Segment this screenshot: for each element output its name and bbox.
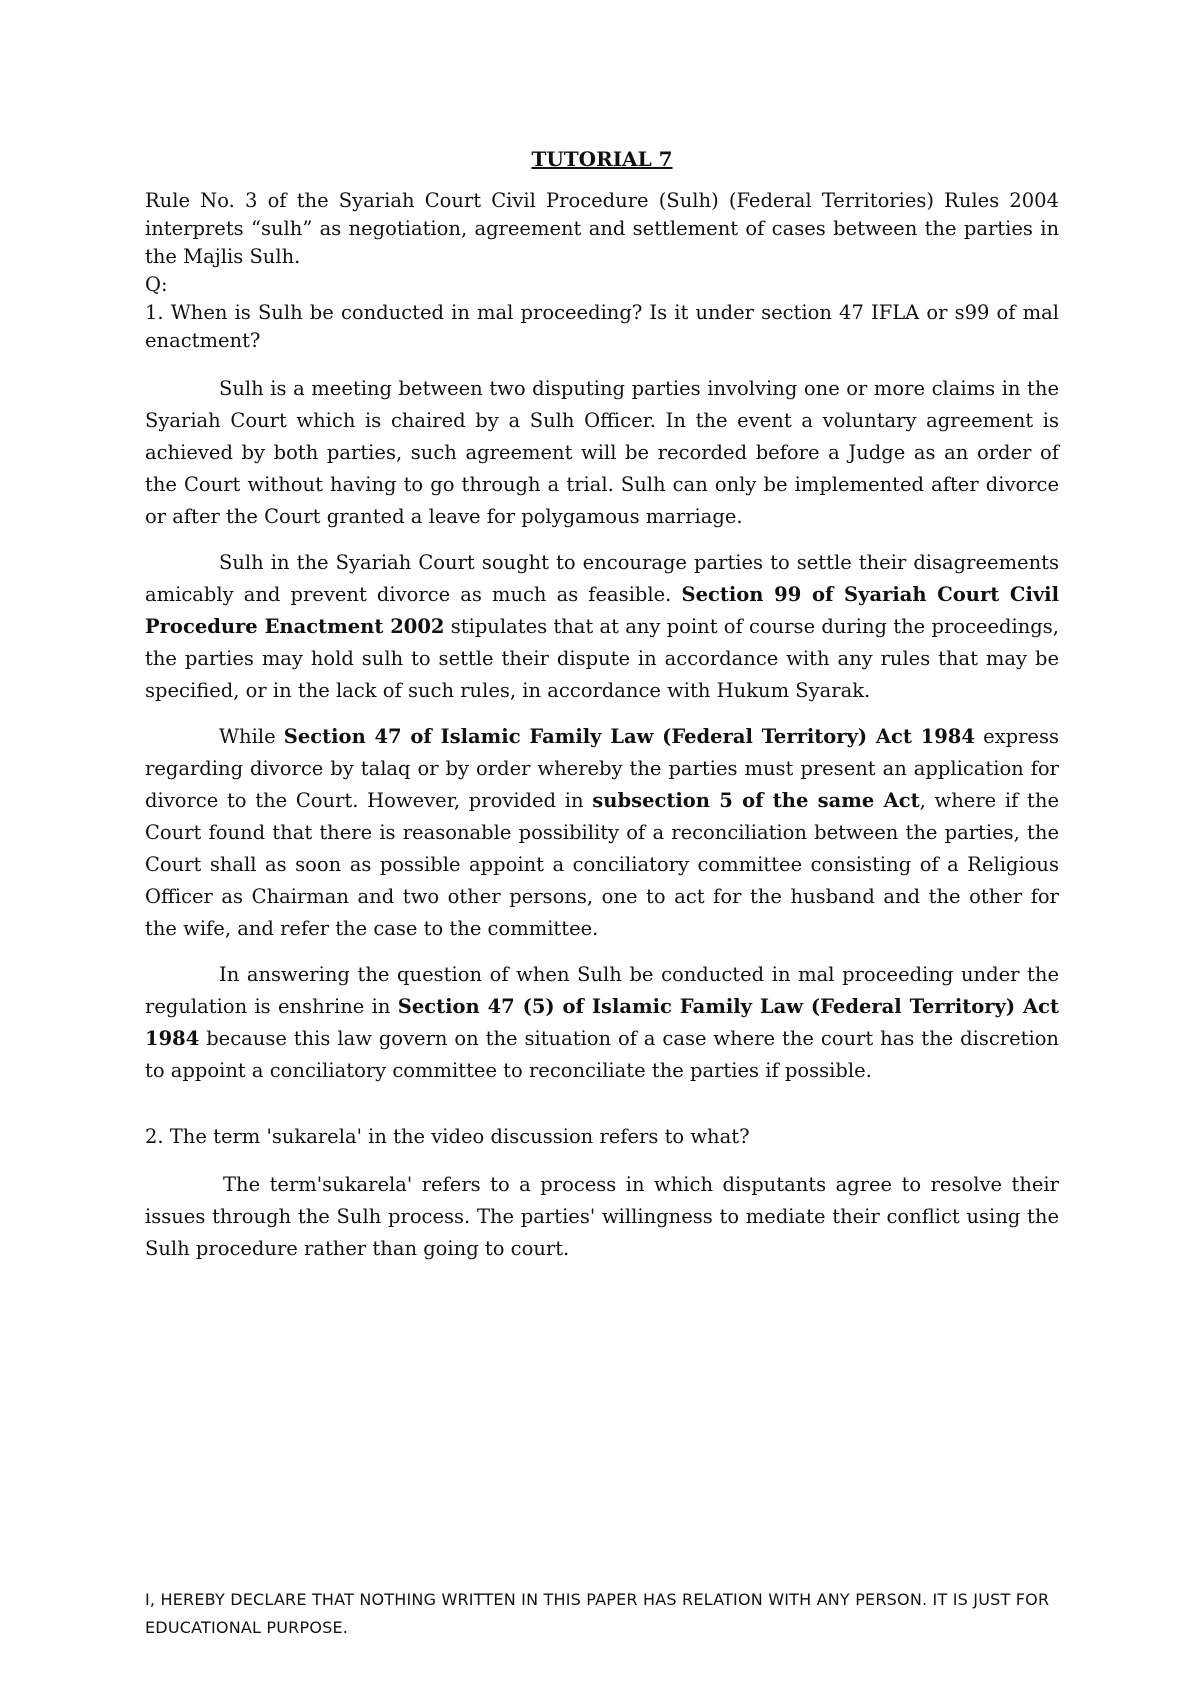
- paragraph-text: Sulh in the Syariah Court sought to encourage parties to settle their disagreements amicably and prevent divorce as much as feasible.: [145, 551, 1059, 606]
- answer-1-paragraph-3: [145, 721, 1059, 945]
- paragraph-text: express regarding divorce by talaq or by order whereby the parties must present an application for divorce to the Court. However, provided in: [145, 725, 1059, 812]
- answer-1-paragraph-4: [145, 959, 1059, 1087]
- answer-1-paragraph-2: [145, 547, 1059, 707]
- answer-1-paragraph-1: Sulh is a meeting between two disputing parties involving one or more claims in the Syariah Court which is chaired by a Sulh Officer. In the event a voluntary agreement is achieved by both parties, such agreement will be recorded before a Judge as an order of the Court without having to go through a trial. Sulh can only be implemented after divorce or after the Court granted a leave for polygamous marriage.: [145, 377, 1059, 528]
- document-title: TUTORIAL 7: [531, 147, 673, 171]
- question-2: 2. The term 'sukarela' in the video discussion refers to what?: [145, 1125, 750, 1148]
- paragraph-text: because this law govern on the situation of a case where the court has the discretion to appoint a conciliatory committee to reconciliate the parties if possible.: [145, 1027, 1059, 1082]
- statute-reference-s99: Section 99 of Syariah Court Civil Procedure Enactment 2002: [145, 583, 1059, 638]
- question-label: Q:: [145, 273, 168, 296]
- document-body: [145, 145, 1059, 1265]
- paragraph-text: While: [219, 725, 284, 748]
- paragraph-text: stipulates that at any point of course during the proceedings, the parties may hold sulh to settle their dispute in accordance with any rules that may be specified, or in the lack of such rules, in accordance with Hukum Syarak.: [145, 615, 1059, 702]
- question-1: 1. When is Sulh be conducted in mal proceeding? Is it under section 47 IFLA or s99 of mal enactment?: [145, 301, 1059, 352]
- paragraph-text: In answering the question of when Sulh be conducted in mal proceeding under the regulation is enshrine in: [145, 963, 1059, 1018]
- intro-rule-text: Rule No. 3 of the Syariah Court Civil Procedure (Sulh) (Federal Territories) Rules 2004 interprets “sulh” as negotiation, agreement and settlement of cases between the parties in the Majlis Sulh.: [145, 189, 1059, 268]
- statute-reference-subsection-5: subsection 5 of the same Act: [592, 789, 920, 812]
- statute-reference-s47-5: Section 47 (5) of Islamic Family Law (Federal Territory) Act 1984: [145, 995, 1059, 1050]
- paragraph-text: , where if the Court found that there is reasonable possibility of a reconciliation between the parties, the Court shall as soon as possible appoint a conciliatory committee consisting of a Religious Officer as Chairman and two other persons, one to act for the husband and the other for the wife, and refer the case to the committee.: [145, 789, 1059, 940]
- answer-2-paragraph: The term'sukarela' refers to a process in which disputants agree to resolve their issues through the Sulh process. The parties' willingness to mediate their conflict using the Sulh procedure rather than going to court.: [145, 1173, 1059, 1260]
- declaration-footer: I, HEREBY DECLARE THAT NOTHING WRITTEN IN THIS PAPER HAS RELATION WITH ANY PERSON. IT IS JUST FOR EDUCATIONAL PURPOSE.: [145, 1590, 1050, 1637]
- statute-reference-s47: Section 47 of Islamic Family Law (Federal Territory) Act 1984: [283, 725, 975, 748]
